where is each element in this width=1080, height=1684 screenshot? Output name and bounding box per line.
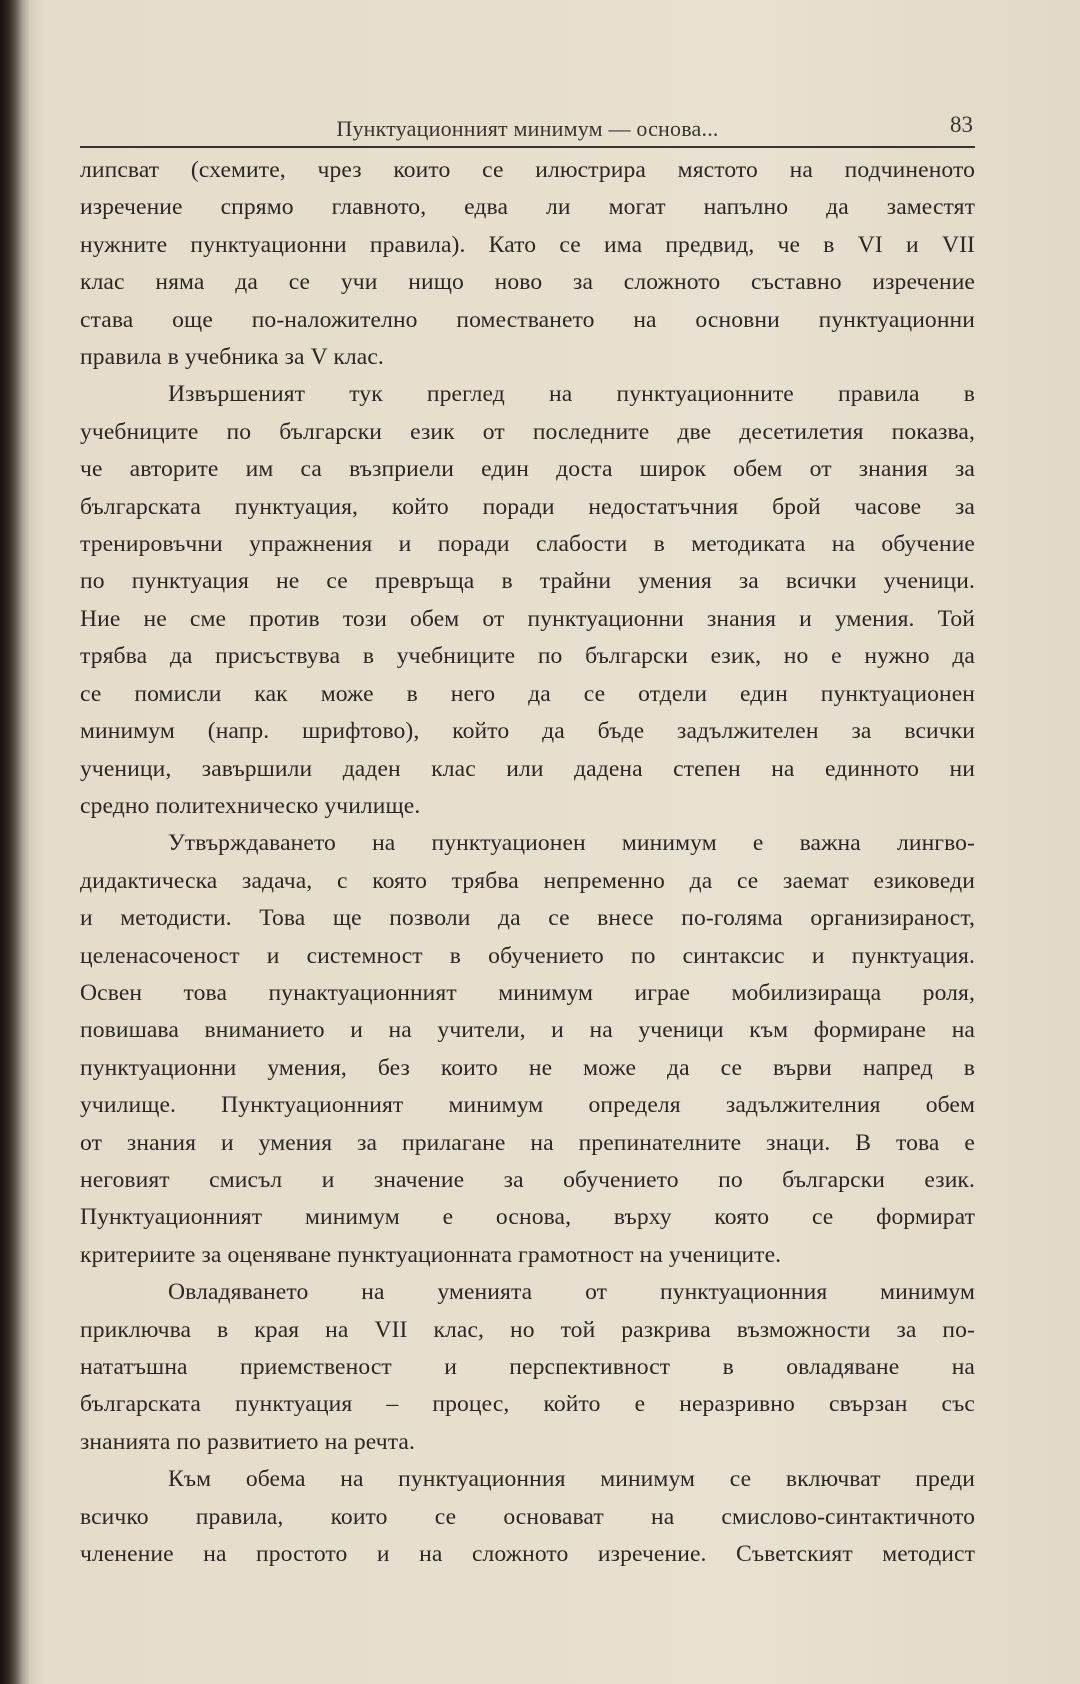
text-line: се помисли как може в него да се отдели един пунктуационен <box>80 680 975 707</box>
text-line: дидактическа задача, с която трябва непременно да се заемат езиковеди <box>80 867 975 894</box>
page-header <box>80 112 975 148</box>
text-line: Освен това пунактуационният минимум играе мобилизираща роля, <box>80 979 975 1006</box>
text-line: Към обема на пунктуационния минимум се включват преди <box>168 1466 975 1493</box>
text-line: по пунктуация не се превръща в трайни умения за всички ученици. <box>80 568 975 595</box>
text-line: и методисти. Това ще позволи да се внесе по-голяма организираност, <box>80 905 975 932</box>
text-line: нататъшна приемственост и перспективност в овладяване на <box>80 1354 975 1380</box>
text-line: Пунктуационният минимум е основа, върху която се формират <box>80 1204 975 1231</box>
text-line: ученици, завършили даден клас или дадена степен на единното ни <box>80 755 975 782</box>
page-number: 83 <box>950 112 973 137</box>
text-line: Извършеният тук преглед на пунктуационните правила в <box>168 381 975 408</box>
spine-shadow <box>0 0 30 1684</box>
text-line: повишава вниманието и на учители, и на ученици към формиране на <box>80 1017 975 1044</box>
text-line: Овладяването на уменията от пунктуационния минимум <box>168 1279 975 1306</box>
text-line: приключва в края на VII клас, но той разкрива възможности за по- <box>80 1316 975 1343</box>
text-line: средно политехническо училище. <box>80 792 421 819</box>
text-line: минимум (напр. шрифтово), който да бъде задължителен за всички <box>80 718 975 745</box>
text-line: от знания и умения за прилагане на препинателните знаци. В това е <box>80 1129 975 1156</box>
text-line: училище. Пунктуационният минимум определя задължителния обем <box>80 1092 975 1119</box>
text-line: неговият смисъл и значение за обучението по български език. <box>80 1166 975 1193</box>
text-line: критериите за оценяване пунктуационната грамотност на учениците. <box>80 1241 782 1268</box>
text-line: българската пунктуация, който поради недостатъчния брой часове за <box>80 493 975 520</box>
body-text <box>80 152 975 1573</box>
text-line: българската пунктуация – процес, който е неразривно свързан със <box>80 1391 975 1418</box>
text-line: учебниците по български език от последните две десетилетия показва, <box>80 418 975 445</box>
text-line: Утвърждаването на пунктуационен минимум е важна лингво- <box>168 830 975 857</box>
text-line: всичко правила, които се основават на смислово-синтактичното <box>80 1503 975 1530</box>
text-line: липсват (схемите, чрез които се илюстрира мястото на подчиненото <box>80 157 975 183</box>
text-line: нужните пунктуационни правила). Като се има предвид, че в VI и VII <box>80 231 975 258</box>
text-line: става още по-наложително поместването на основни пунктуационни <box>80 306 975 333</box>
text-line: пунктуационни умения, без които не може да се върви напред в <box>80 1054 975 1081</box>
text-line: Ние не сме против този обем от пунктуационни знания и умения. Той <box>80 605 975 632</box>
text-line: че авторите им са възприели един доста широк обем от знания за <box>80 456 975 483</box>
text-line: правила в учебника за V клас. <box>80 344 384 371</box>
running-title: Пунктуационният минимум — основа... <box>336 116 719 141</box>
text-line: тренировъчни упражнения и поради слабости в методиката на обучение <box>80 531 975 558</box>
text-line: членение на простото и на сложното изречение. Съветският методист <box>80 1541 975 1568</box>
text-line: изречение спрямо главното, едва ли могат напълно да заместят <box>80 194 975 221</box>
text-line: знанията по развитието на речта. <box>80 1428 415 1455</box>
text-line: целенасоченост и системност в обучението по синтаксис и пунктуация. <box>80 942 975 969</box>
text-line: клас няма да се учи нищо ново за сложното съставно изречение <box>80 269 975 296</box>
text-line: трябва да присъствува в учебниците по български език, но е нужно да <box>80 643 975 670</box>
